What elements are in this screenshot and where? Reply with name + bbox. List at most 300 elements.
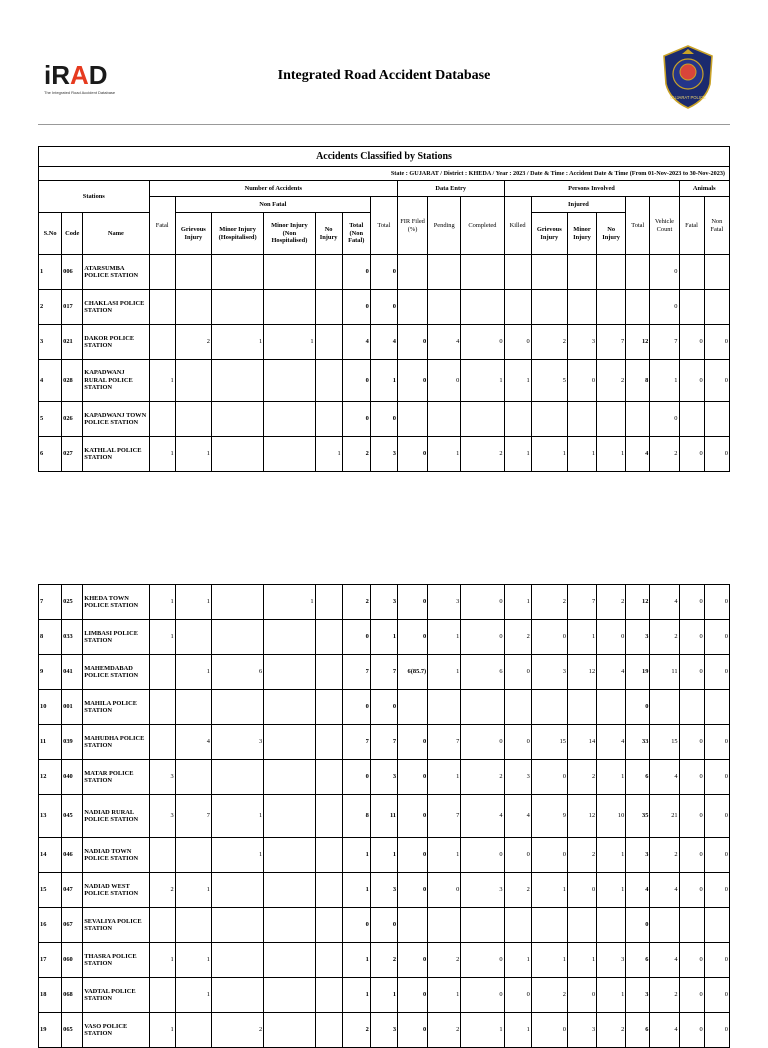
cell-vehicle-count: 0 — [650, 255, 679, 290]
cell-fir-filed: 6(85.7) — [398, 655, 428, 690]
table-body-page-1 — [39, 255, 730, 472]
cell-animals-fatal — [679, 255, 704, 290]
cell-sno: 16 — [39, 908, 62, 943]
cell-completed: 4 — [461, 795, 504, 838]
cell-minor-injury-non-hospitalised — [264, 620, 315, 655]
cell-vehicle-count: 21 — [650, 795, 679, 838]
cell-persons-grievous — [531, 908, 567, 943]
cell-total: 3 — [370, 760, 397, 795]
cell-code: 025 — [62, 585, 83, 620]
cell-persons-minor: 1 — [567, 943, 596, 978]
cell-sno: 4 — [39, 360, 62, 402]
cell-persons-no-injury — [597, 908, 626, 943]
cell-persons-grievous — [531, 255, 567, 290]
col-minor-injury-hospitalised: Minor Injury (Hospitalised) — [211, 213, 263, 255]
cell-no-injury — [315, 325, 342, 360]
cell-minor-injury-non-hospitalised — [264, 437, 315, 472]
cell-persons-minor: 3 — [567, 325, 596, 360]
cell-persons-total: 6 — [626, 943, 650, 978]
cell-persons-no-injury: 4 — [597, 655, 626, 690]
cell-fatal: 1 — [149, 620, 175, 655]
report-title: Accidents Classified by Stations — [39, 147, 730, 167]
cell-killed: 1 — [504, 437, 531, 472]
cell-name: LIMBASI POLICE STATION — [83, 620, 149, 655]
cell-sno: 1 — [39, 255, 62, 290]
cell-minor-injury-non-hospitalised — [264, 978, 315, 1013]
cell-fatal: 1 — [149, 437, 175, 472]
cell-total: 0 — [370, 290, 397, 325]
cell-killed: 2 — [504, 873, 531, 908]
cell-no-injury — [315, 943, 342, 978]
cell-name: KHEDA TOWN POLICE STATION — [83, 585, 149, 620]
cell-vehicle-count: 4 — [650, 760, 679, 795]
cell-killed: 1 — [504, 943, 531, 978]
col-group-non-fatal: Non Fatal — [175, 197, 370, 213]
gujarat-police-emblem-icon — [660, 44, 716, 110]
cell-persons-grievous: 1 — [531, 873, 567, 908]
cell-persons-minor — [567, 908, 596, 943]
cell-persons-no-injury — [597, 690, 626, 725]
cell-pending: 0 — [428, 873, 461, 908]
cell-vehicle-count: 1 — [650, 360, 679, 402]
cell-animals-non-fatal: 0 — [704, 795, 729, 838]
cell-persons-minor: 0 — [567, 360, 596, 402]
cell-minor-injury-hospitalised — [211, 690, 263, 725]
cell-fir-filed: 0 — [398, 873, 428, 908]
cell-vehicle-count: 7 — [650, 325, 679, 360]
cell-sno: 12 — [39, 760, 62, 795]
col-persons-no-injury: No Injury — [597, 213, 626, 255]
cell-persons-grievous — [531, 402, 567, 437]
cell-fatal — [149, 402, 175, 437]
cell-persons-no-injury: 10 — [597, 795, 626, 838]
cell-grievous-injury: 4 — [175, 725, 211, 760]
cell-sno: 15 — [39, 873, 62, 908]
cell-animals-fatal: 0 — [679, 437, 704, 472]
cell-total-non-fatal: 1 — [342, 978, 370, 1013]
cell-persons-minor: 12 — [567, 655, 596, 690]
cell-fir-filed: 0 — [398, 943, 428, 978]
cell-code: 039 — [62, 725, 83, 760]
cell-completed — [461, 402, 504, 437]
cell-name: MATAR POLICE STATION — [83, 760, 149, 795]
cell-animals-fatal — [679, 290, 704, 325]
report-filter: State : GUJARAT / District : KHEDA / Year : 2023 / Date & Time : Accident Date & Time (From 01-Nov-2023 to 30-Nov-2023) — [39, 167, 730, 181]
cell-persons-total: 6 — [626, 1013, 650, 1048]
col-persons-minor: Minor Injury — [567, 213, 596, 255]
cell-minor-injury-non-hospitalised — [264, 908, 315, 943]
cell-persons-total: 12 — [626, 585, 650, 620]
cell-fir-filed: 0 — [398, 978, 428, 1013]
cell-code: 026 — [62, 402, 83, 437]
cell-animals-non-fatal — [704, 255, 729, 290]
cell-persons-no-injury — [597, 290, 626, 325]
cell-killed: 4 — [504, 795, 531, 838]
cell-killed — [504, 908, 531, 943]
cell-persons-total: 3 — [626, 978, 650, 1013]
cell-animals-fatal — [679, 402, 704, 437]
cell-animals-non-fatal: 0 — [704, 873, 729, 908]
cell-no-injury — [315, 795, 342, 838]
cell-persons-no-injury: 1 — [597, 838, 626, 873]
cell-persons-minor — [567, 255, 596, 290]
cell-persons-total: 4 — [626, 437, 650, 472]
cell-minor-injury-non-hospitalised — [264, 255, 315, 290]
cell-fatal: 2 — [149, 873, 175, 908]
cell-pending: 1 — [428, 838, 461, 873]
cell-minor-injury-non-hospitalised — [264, 290, 315, 325]
cell-fatal: 1 — [149, 1013, 175, 1048]
cell-vehicle-count: 11 — [650, 655, 679, 690]
table-row — [39, 908, 730, 943]
cell-fir-filed: 0 — [398, 838, 428, 873]
cell-pending: 2 — [428, 1013, 461, 1048]
cell-vehicle-count: 4 — [650, 873, 679, 908]
cell-persons-minor: 1 — [567, 620, 596, 655]
cell-fir-filed — [398, 690, 428, 725]
cell-minor-injury-non-hospitalised — [264, 402, 315, 437]
cell-vehicle-count: 2 — [650, 620, 679, 655]
cell-total-non-fatal: 0 — [342, 620, 370, 655]
col-group-animals: Animals — [679, 181, 730, 197]
cell-minor-injury-hospitalised — [211, 760, 263, 795]
cell-no-injury — [315, 402, 342, 437]
cell-name: KATHLAL POLICE STATION — [83, 437, 149, 472]
cell-fatal — [149, 838, 175, 873]
cell-vehicle-count: 0 — [650, 290, 679, 325]
cell-minor-injury-non-hospitalised — [264, 655, 315, 690]
cell-animals-non-fatal: 0 — [704, 943, 729, 978]
cell-fir-filed: 0 — [398, 760, 428, 795]
cell-persons-grievous: 0 — [531, 1013, 567, 1048]
cell-total-non-fatal: 0 — [342, 760, 370, 795]
cell-animals-fatal — [679, 690, 704, 725]
cell-grievous-injury: 1 — [175, 978, 211, 1013]
cell-minor-injury-non-hospitalised — [264, 838, 315, 873]
cell-grievous-injury — [175, 255, 211, 290]
cell-persons-total: 12 — [626, 325, 650, 360]
cell-sno: 5 — [39, 402, 62, 437]
cell-fatal — [149, 908, 175, 943]
cell-total: 0 — [370, 255, 397, 290]
table-row — [39, 795, 730, 838]
cell-persons-no-injury: 2 — [597, 1013, 626, 1048]
cell-minor-injury-hospitalised — [211, 943, 263, 978]
cell-fatal — [149, 690, 175, 725]
col-total: Total — [370, 197, 397, 255]
col-completed: Completed — [461, 197, 504, 255]
table-row — [39, 325, 730, 360]
cell-code: 027 — [62, 437, 83, 472]
cell-persons-minor: 2 — [567, 838, 596, 873]
col-persons-grievous: Grievous Injury — [531, 213, 567, 255]
table-row — [39, 725, 730, 760]
cell-grievous-injury: 2 — [175, 325, 211, 360]
svg-text:GUJARAT POLICE: GUJARAT POLICE — [670, 95, 706, 100]
col-sno: S.No — [39, 213, 62, 255]
cell-pending: 1 — [428, 620, 461, 655]
cell-grievous-injury: 1 — [175, 437, 211, 472]
cell-persons-minor — [567, 690, 596, 725]
cell-animals-non-fatal: 0 — [704, 725, 729, 760]
cell-minor-injury-hospitalised: 3 — [211, 725, 263, 760]
cell-completed: 0 — [461, 838, 504, 873]
cell-code: 060 — [62, 943, 83, 978]
cell-killed: 0 — [504, 978, 531, 1013]
cell-pending: 2 — [428, 943, 461, 978]
cell-total-non-fatal: 0 — [342, 690, 370, 725]
cell-code: 046 — [62, 838, 83, 873]
cell-vehicle-count: 4 — [650, 1013, 679, 1048]
cell-killed: 1 — [504, 1013, 531, 1048]
cell-sno: 3 — [39, 325, 62, 360]
cell-persons-minor: 12 — [567, 795, 596, 838]
cell-persons-no-injury: 1 — [597, 760, 626, 795]
col-animals-non-fatal: Non Fatal — [704, 197, 729, 255]
table-row — [39, 1013, 730, 1048]
col-total-non-fatal: Total (Non Fatal) — [342, 213, 370, 255]
cell-grievous-injury — [175, 690, 211, 725]
cell-grievous-injury — [175, 402, 211, 437]
cell-animals-non-fatal: 0 — [704, 585, 729, 620]
cell-fir-filed — [398, 908, 428, 943]
cell-no-injury — [315, 838, 342, 873]
cell-total-non-fatal: 1 — [342, 873, 370, 908]
cell-minor-injury-hospitalised — [211, 585, 263, 620]
cell-animals-fatal: 0 — [679, 795, 704, 838]
cell-animals-fatal: 0 — [679, 360, 704, 402]
cell-no-injury — [315, 255, 342, 290]
cell-vehicle-count: 4 — [650, 585, 679, 620]
cell-persons-grievous: 2 — [531, 325, 567, 360]
cell-no-injury — [315, 725, 342, 760]
cell-persons-grievous — [531, 690, 567, 725]
cell-minor-injury-non-hospitalised — [264, 725, 315, 760]
table-row — [39, 402, 730, 437]
cell-total: 3 — [370, 873, 397, 908]
col-group-persons-involved: Persons Involved — [504, 181, 679, 197]
cell-fir-filed — [397, 402, 427, 437]
cell-animals-non-fatal: 0 — [704, 620, 729, 655]
cell-pending: 1 — [428, 655, 461, 690]
cell-persons-no-injury: 7 — [597, 325, 626, 360]
cell-completed: 3 — [461, 873, 504, 908]
cell-pending — [428, 290, 461, 325]
cell-name: ATARSUMBA POLICE STATION — [83, 255, 149, 290]
cell-total-non-fatal: 2 — [342, 437, 370, 472]
cell-name: KAPADWANJ RURAL POLICE STATION — [83, 360, 149, 402]
irad-logo-text: iRAD — [44, 60, 108, 90]
cell-sno: 10 — [39, 690, 62, 725]
cell-completed: 0 — [461, 585, 504, 620]
col-killed: Killed — [504, 197, 531, 255]
cell-animals-fatal: 0 — [679, 725, 704, 760]
cell-fir-filed: 0 — [397, 325, 427, 360]
col-animals-fatal: Fatal — [679, 197, 704, 255]
cell-sno: 8 — [39, 620, 62, 655]
cell-no-injury — [315, 690, 342, 725]
cell-completed: 1 — [461, 1013, 504, 1048]
cell-minor-injury-non-hospitalised — [264, 690, 315, 725]
cell-minor-injury-non-hospitalised: 1 — [264, 325, 315, 360]
cell-persons-total: 33 — [626, 725, 650, 760]
cell-animals-non-fatal: 0 — [704, 760, 729, 795]
cell-grievous-injury: 1 — [175, 585, 211, 620]
cell-total-non-fatal: 0 — [342, 290, 370, 325]
cell-killed: 2 — [504, 620, 531, 655]
cell-total: 0 — [370, 690, 397, 725]
cell-completed: 0 — [461, 978, 504, 1013]
table-row — [39, 690, 730, 725]
cell-minor-injury-hospitalised — [211, 873, 263, 908]
cell-no-injury — [315, 760, 342, 795]
cell-total-non-fatal: 7 — [342, 725, 370, 760]
cell-persons-no-injury: 1 — [597, 978, 626, 1013]
col-vehicle-count: Vehicle Count — [650, 197, 679, 255]
cell-sno: 6 — [39, 437, 62, 472]
cell-animals-non-fatal — [704, 690, 729, 725]
cell-fatal: 3 — [149, 760, 175, 795]
cell-pending: 3 — [428, 585, 461, 620]
table-row — [39, 838, 730, 873]
cell-persons-total: 19 — [626, 655, 650, 690]
cell-name: MAHILA POLICE STATION — [83, 690, 149, 725]
cell-code: 067 — [62, 908, 83, 943]
cell-persons-no-injury: 1 — [597, 437, 626, 472]
cell-grievous-injury: 1 — [175, 943, 211, 978]
cell-grievous-injury — [175, 1013, 211, 1048]
cell-grievous-injury — [175, 838, 211, 873]
cell-killed: 0 — [504, 838, 531, 873]
cell-killed: 1 — [504, 585, 531, 620]
cell-grievous-injury — [175, 290, 211, 325]
col-fatal: Fatal — [149, 197, 175, 255]
stations-table-page-1 — [38, 146, 730, 472]
table-row — [39, 437, 730, 472]
cell-animals-non-fatal — [704, 908, 729, 943]
cell-minor-injury-non-hospitalised — [264, 795, 315, 838]
col-no-injury: No Injury — [315, 213, 342, 255]
cell-sno: 18 — [39, 978, 62, 1013]
cell-code: 045 — [62, 795, 83, 838]
cell-animals-non-fatal — [704, 402, 729, 437]
cell-animals-fatal: 0 — [679, 620, 704, 655]
cell-fatal — [149, 655, 175, 690]
cell-name: SEVALIYA POLICE STATION — [83, 908, 149, 943]
table-row — [39, 360, 730, 402]
cell-name: THASRA POLICE STATION — [83, 943, 149, 978]
cell-grievous-injury — [175, 908, 211, 943]
cell-pending — [428, 908, 461, 943]
cell-name: KAPADWANJ TOWN POLICE STATION — [83, 402, 149, 437]
cell-vehicle-count — [650, 690, 679, 725]
cell-minor-injury-non-hospitalised — [264, 873, 315, 908]
cell-grievous-injury: 7 — [175, 795, 211, 838]
cell-persons-grievous: 2 — [531, 585, 567, 620]
cell-animals-fatal: 0 — [679, 760, 704, 795]
cell-animals-fatal: 0 — [679, 655, 704, 690]
cell-minor-injury-hospitalised — [211, 402, 263, 437]
cell-vehicle-count — [650, 908, 679, 943]
cell-fir-filed: 0 — [398, 1013, 428, 1048]
cell-persons-grievous: 0 — [531, 838, 567, 873]
cell-persons-no-injury: 2 — [597, 585, 626, 620]
cell-total: 1 — [370, 620, 397, 655]
cell-animals-non-fatal: 0 — [704, 1013, 729, 1048]
cell-pending: 1 — [428, 760, 461, 795]
cell-fir-filed — [397, 290, 427, 325]
cell-persons-no-injury — [597, 255, 626, 290]
cell-name: NADIAD TOWN POLICE STATION — [83, 838, 149, 873]
cell-pending: 7 — [428, 725, 461, 760]
cell-minor-injury-hospitalised — [211, 255, 263, 290]
cell-completed: 6 — [461, 655, 504, 690]
cell-completed: 1 — [461, 360, 504, 402]
cell-persons-total: 6 — [626, 760, 650, 795]
col-code: Code — [62, 213, 83, 255]
cell-persons-grievous: 0 — [531, 620, 567, 655]
col-pending: Pending — [428, 197, 461, 255]
cell-total-non-fatal: 0 — [342, 402, 370, 437]
cell-fir-filed: 0 — [398, 725, 428, 760]
cell-grievous-injury: 1 — [175, 873, 211, 908]
cell-fatal: 3 — [149, 795, 175, 838]
cell-code: 001 — [62, 690, 83, 725]
cell-persons-total: 4 — [626, 873, 650, 908]
cell-total: 11 — [370, 795, 397, 838]
cell-killed: 0 — [504, 725, 531, 760]
cell-sno: 17 — [39, 943, 62, 978]
cell-sno: 19 — [39, 1013, 62, 1048]
cell-pending: 7 — [428, 795, 461, 838]
cell-persons-no-injury: 1 — [597, 873, 626, 908]
cell-code: 017 — [62, 290, 83, 325]
cell-vehicle-count: 4 — [650, 943, 679, 978]
cell-minor-injury-hospitalised — [211, 360, 263, 402]
cell-persons-minor — [567, 290, 596, 325]
cell-grievous-injury — [175, 760, 211, 795]
cell-code: 006 — [62, 255, 83, 290]
cell-code: 028 — [62, 360, 83, 402]
cell-vehicle-count: 2 — [650, 838, 679, 873]
cell-no-injury: 1 — [315, 437, 342, 472]
cell-persons-minor: 0 — [567, 978, 596, 1013]
cell-killed: 0 — [504, 325, 531, 360]
cell-animals-fatal — [679, 908, 704, 943]
cell-minor-injury-hospitalised — [211, 978, 263, 1013]
cell-fatal — [149, 290, 175, 325]
cell-name: CHAKLASI POLICE STATION — [83, 290, 149, 325]
cell-fatal — [149, 978, 175, 1013]
cell-sno: 7 — [39, 585, 62, 620]
cell-persons-no-injury — [597, 402, 626, 437]
cell-grievous-injury — [175, 620, 211, 655]
cell-killed: 0 — [504, 655, 531, 690]
cell-fir-filed: 0 — [398, 585, 428, 620]
cell-fir-filed: 0 — [397, 437, 427, 472]
cell-animals-fatal: 0 — [679, 1013, 704, 1048]
cell-vehicle-count: 0 — [650, 402, 679, 437]
cell-total: 1 — [370, 360, 397, 402]
cell-minor-injury-hospitalised: 6 — [211, 655, 263, 690]
table-row — [39, 585, 730, 620]
cell-persons-no-injury: 2 — [597, 360, 626, 402]
cell-no-injury — [315, 290, 342, 325]
cell-completed: 0 — [461, 620, 504, 655]
table-row — [39, 760, 730, 795]
cell-persons-grievous: 0 — [531, 760, 567, 795]
cell-persons-grievous: 5 — [531, 360, 567, 402]
